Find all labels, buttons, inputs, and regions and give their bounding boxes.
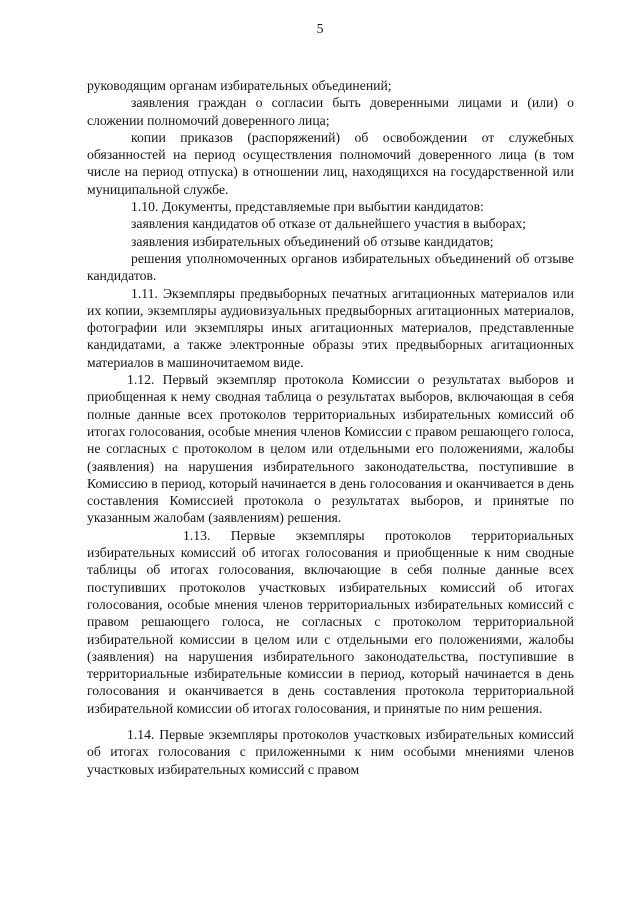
paragraph: решения уполномоченных органов избирательных объединений об отзыве кандидатов. [87,250,574,284]
paragraph: 1.14. Первые экземпляры протоколов участковых избирательных комиссий об итогах голосования с приложенными к ним особыми мнениями членов участковых избирательных комиссий с правом [87,726,574,777]
paragraph: руководящим органам избирательных объединений; [87,78,392,93]
page-number: 5 [316,21,324,36]
paragraph: заявления кандидатов об отказе от дальнейшего участия в выборах; [131,216,526,232]
paragraph: заявления граждан о согласии быть доверенными лицами и (или) о сложении полномочий доверенного лица; [87,95,574,128]
section-heading: 1.10. Документы, представляемые при выбытии кандидатов: [131,199,484,215]
document-body [87,77,574,778]
paragraph: 1.13. Первые экземпляры протоколов территориальных избирательных комиссий об итогах голосования и приобщенные к ним сводные таблицы об итогах голосования, включающие в себя полные данные всех поступивших протоколов участковых избирательных комиссий об итогах голосования, особые мнения членов территориальных избирательных комиссий с правом решающего голоса, не согласных с протоколом территориальной избирательной комиссии в целом или с отдельными его положениями, жалобы (заявления) на нарушения избирательного законодательства, поступившие в территориальные избирательные комиссии в период, который начинается в день голосования и оканчивается в день составления протокола территориальной избирательной комиссии об итогах голосования, и принятые по ним решения. [87,527,574,716]
paragraph: 1.12. Первый экземпляр протокола Комиссии о результатах выборов и приобщенная к нему сводная таблица о результатах выборов, включающая в себя полные данные всех протоколов территориальных избирательных комиссий об итогах голосования, особые мнения членов Комиссии с правом решающего голоса, не согласных с протоколом в целом или отдельными его положениями, жалобы (заявления) на нарушения избирательного законодательства, поступившие в Комиссию в период, который начинается в день голосования и оканчивается в день составления Комиссией протокола о результатах выборов, и принятые по указанным жалобам (заявлениям) решения. [87,372,574,526]
paragraph: копии приказов (распоряжений) об освобождении от служебных обязанностей на период осуществления полномочий доверенного лица (в том числе на период отпуска) в отношении лиц, находящихся на государственной или муниципальной службе. [87,129,574,197]
paragraph: заявления избирательных объединений об отзыве кандидатов; [131,233,494,249]
paragraph: 1.11. Экземпляры предвыборных печатных агитационных материалов или их копии, экземпляры аудиовизуальных предвыборных агитационных материалов, фотографии или экземпляры иных агитационных материалов, представленные кандидатами, а также электронные образы этих предвыборных агитационных материалов в машиночитаемом виде. [87,285,574,370]
